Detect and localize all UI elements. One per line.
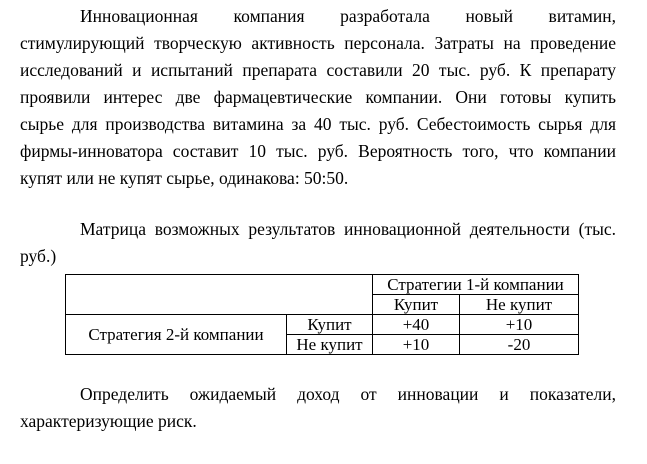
text-line: купят или не купят сырье, одинакова: 50:50.	[20, 168, 349, 188]
text-line: сырье для производства витамина за 40 тыс. руб. Себестоимость сырья для	[20, 114, 616, 134]
table-cell: +40	[373, 315, 460, 335]
table-caption-paragraph	[20, 216, 616, 270]
text-line: Инновационная компания разработала новый витамин,	[80, 6, 616, 26]
problem-description-paragraph	[20, 3, 616, 192]
text-line: Определить ожидаемый доход от инновации и показатели,	[80, 384, 616, 404]
table-cell: +10	[460, 315, 579, 335]
empty-corner-cell	[66, 275, 373, 315]
row-group-company-2-strategy: Стратегия 2-й компании	[66, 315, 287, 355]
table-row	[66, 275, 579, 295]
table-row	[66, 315, 579, 335]
table-cell: -20	[460, 335, 579, 355]
row-label-not-buy: Не купит	[287, 335, 373, 355]
text-line: исследований и испытаний препарата составили 20 тыс. руб. К препарату	[20, 60, 616, 80]
text-line: фирмы-инноватора составит 10 тыс. руб. Вероятность того, что компании	[20, 141, 616, 161]
header-company-1-strategies: Стратегии 1-й компании	[373, 275, 579, 295]
text-line: характеризующие риск.	[20, 411, 197, 431]
table-cell: +10	[373, 335, 460, 355]
row-label-buy: Купит	[287, 315, 373, 335]
header-col-not-buy: Не купит	[460, 295, 579, 315]
text-line: стимулирующий творческую активность персонала. Затраты на проведение	[20, 33, 616, 53]
header-col-buy: Купит	[373, 295, 460, 315]
task-question-paragraph	[20, 381, 616, 435]
results-matrix-table	[65, 274, 579, 355]
text-line: руб.)	[20, 246, 57, 266]
text-line: проявили интерес две фармацевтические компании. Они готовы купить	[20, 87, 616, 107]
text-line: Матрица возможных результатов инновационной деятельности (тыс.	[80, 219, 616, 239]
